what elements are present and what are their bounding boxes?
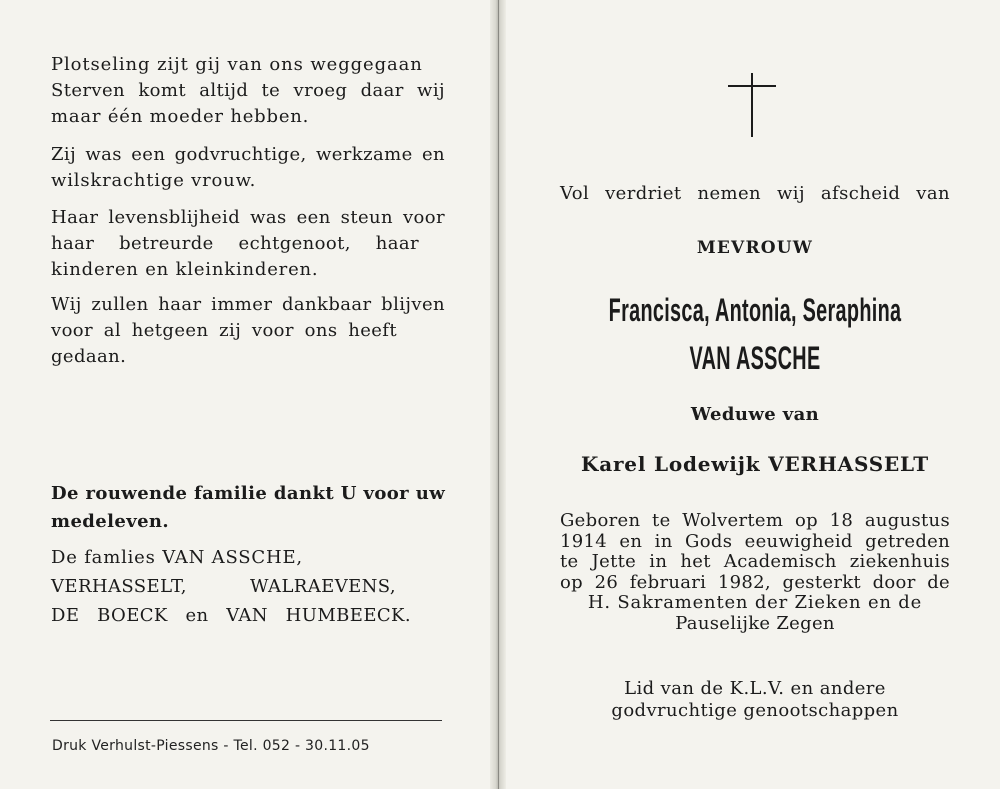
families-line: DE BOECK en VAN HUMBEECK. [51, 605, 411, 626]
widow-of-label: Weduwe van [690, 404, 820, 425]
poem-stanza-2 [51, 142, 445, 194]
poem-line: voor al hetgeen zij voor ons heeft [51, 320, 397, 341]
biography-line: 1914 en in Gods eeuwigheid getreden [560, 530, 950, 552]
poem-line: Wij zullen haar immer dankbaar blijven [51, 294, 445, 315]
poem-line: Zij was een godvruchtige, werkzame en [51, 144, 445, 165]
poem-line: Sterven komt altijd te vroeg daar wij [51, 80, 445, 101]
biography-line: te Jette in het Academisch ziekenhuis [560, 551, 950, 572]
poem-line: wilskrachtige vrouw. [51, 170, 257, 191]
poem-line: Haar levensblijheid was een steun voor [51, 207, 445, 228]
poem-line: Plotseling zijt gij van ons weggegaan [51, 54, 423, 75]
membership-line: godvruchtige genootschappen [611, 700, 899, 721]
poem-line: kinderen en kleinkinderen. [51, 259, 319, 280]
poem-line: haar betreurde echtgenoot, haar [51, 233, 419, 254]
deceased-surname: VAN ASSCHE [689, 340, 821, 376]
biography-block [560, 511, 950, 634]
thanks-line: medeleven. [51, 511, 170, 532]
poem-stanza-4 [51, 292, 445, 370]
thanks-line: De rouwende familie dankt U voor uw [51, 483, 446, 504]
printer-credit: Druk Verhulst-Piessens - Tel. 052 - 30.11.05 [52, 738, 370, 754]
poem-stanza-3 [51, 205, 445, 283]
biography-line: H. Sakramenten der Zieken en de [587, 592, 923, 613]
biography-line: Geboren te Wolvertem op 18 augustus [560, 510, 950, 531]
families-block [51, 543, 445, 630]
biography-line: op 26 februari 1982, gesterkt door de [560, 571, 950, 593]
biography-line: Pauselijke Zegen [675, 612, 835, 634]
thanks-block [51, 480, 445, 536]
poem-line: maar één moeder hebben. [51, 106, 310, 127]
intro-text: Vol verdriet nemen wij afscheid van [560, 183, 950, 204]
membership-block [560, 678, 950, 722]
footer-divider [50, 720, 442, 721]
membership-line: Lid van de K.L.V. en andere [624, 678, 886, 699]
poem-stanza-1 [51, 52, 445, 130]
husband-name: Karel Lodewijk VERHASSELT [581, 452, 929, 476]
families-line: De famlies VAN ASSCHE, [51, 547, 303, 568]
poem-line: gedaan. [51, 346, 127, 367]
families-line: VERHASSELT, WALRAEVENS, [51, 576, 396, 597]
salutation: MEVROUW [696, 238, 814, 258]
card-fold [490, 0, 506, 789]
deceased-given-names: Francisca, Antonia, Seraphina [608, 292, 902, 328]
cross-icon [728, 73, 776, 137]
